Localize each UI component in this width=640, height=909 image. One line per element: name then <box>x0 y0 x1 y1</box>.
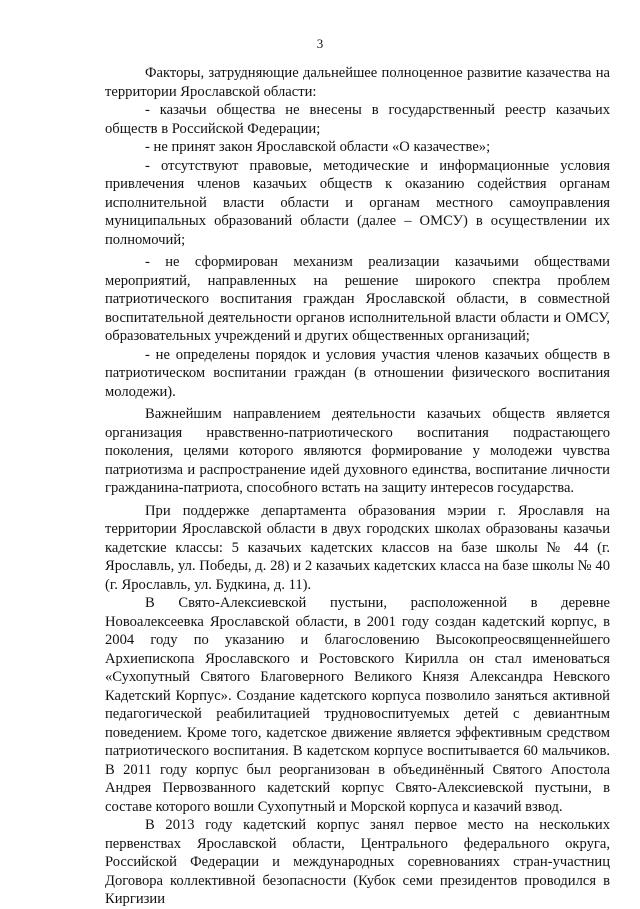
paragraph-cadet-corps: В Свято-Алексиевской пустыни, расположенной в деревне Новоалексеевка Ярославской области, в 2001 году создан кадетский корпус, в 2004 году по указанию и благословению Высокопреосвященнейшего Архиепископа Ярославского и Ростовского Кирилла он стал именоваться «Сухопутный Святого Благоверного Великого Князя Александра Невского Кадетский Корпус». Создание кадетского корпуса позволило заняться активной педагогической реабилитацией трудновоспитуемых детей с девиантным поведением. Кроме того, кадетское движение является эффективным средством патриотического воспитания. В кадетском корпусе воспитывается 60 мальчиков. В 2011 году корпус был реорганизован в объединённый Святого Апостола Андрея Первозванного кадетский корпус Свято-Алексиевской пустыни, в составе которого вошли Сухопутный и Морской корпуса и казачий взвод. <box>105 595 610 815</box>
paragraph-cadet-classes: При поддержке департамента образования мэрии г. Ярославля на территории Ярославской области в двух городских школах образованы казачьи кадетские классы: 5 казачьих кадетских классов на базе школы № 44 (г. Ярославль, ул. Победы, д. 28) и 2 казачьих кадетских класса на базе школы № 40 (г. Ярославль, ул. Будкина, д. 11). <box>105 502 610 593</box>
document-body <box>105 64 610 909</box>
paragraph-achievements: В 2013 году кадетский корпус занял первое место на нескольких первенствах Ярославской области, Центрального федерального округа, Российской Федерации и международных соревнованиях стран-участниц Договора коллективной безопасности (Кубок семи президентов проводился в Киргизии <box>105 817 610 907</box>
list-item-registry: - казачьи общества не внесены в государственный реестр казачьих обществ в Российской Федерации; <box>105 102 610 137</box>
paragraph-factors-intro: Факторы, затрудняющие дальнейшее полноценное развитие казачества на территории Ярославской области: <box>105 65 610 100</box>
list-item-mechanism: - не сформирован механизм реализации казачьими обществами мероприятий, направленных на решение широкого спектра проблем патриотического воспитания граждан Ярославской области, в совместной воспитательной деятельности органов исполнительной власти области и ОМСУ, образовательных учреждений и других общественных организаций; <box>105 254 610 344</box>
list-item-procedure: - не определены порядок и условия участия членов казачьих обществ в патриотическом воспитании граждан (в отношении физического воспитания молодежи). <box>105 346 610 400</box>
list-item-law: - не принят закон Ярославской области «О казачестве»; <box>145 139 491 155</box>
list-item-legal-conditions: - отсутствуют правовые, методические и информационные условия привлечения членов казачьих обществ к оказанию содействия органам исполнительной власти области и органам местного самоуправления муниципальных образований области (далее – ОМСУ) в осуществлении их полномочий; <box>105 157 610 248</box>
paragraph-main-direction: Важнейшим направлением деятельности казачьих обществ является организация нравственно-патриотического воспитания подрастающего поколения, целями которого являются формирование у молодежи чувства патриотизма и распространение идей духовного единства, воспитание личности гражданина-патриота, способного встать на защиту интересов государства. <box>105 406 610 496</box>
page-number: 3 <box>316 36 324 51</box>
